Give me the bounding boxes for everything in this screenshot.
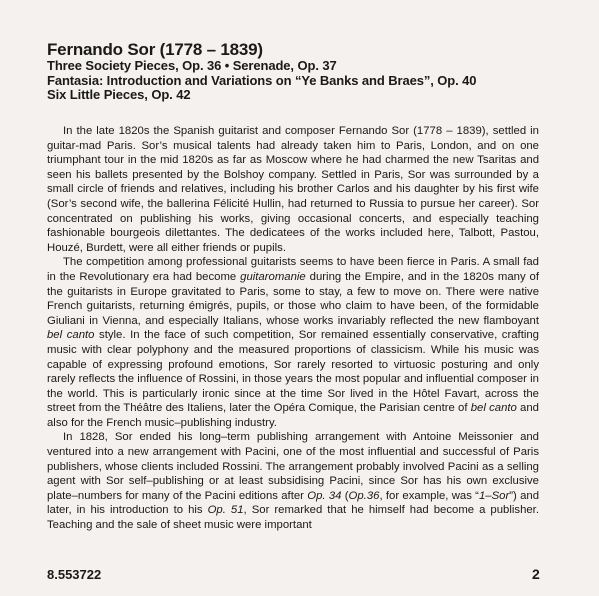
paragraph [47, 430, 539, 532]
italic-run: guitaromanie [240, 270, 306, 283]
heading-block [47, 40, 567, 103]
work-title: Fantasia: Introduction and Variations on “Ye Banks and Braes”, Op. 40 [47, 72, 477, 88]
body-text [47, 124, 539, 533]
italic-run: Op. 34 [307, 489, 342, 502]
italic-run: bel canto [47, 329, 95, 342]
italic-run: 1–Sor [478, 489, 510, 502]
text-run: In the late 1820s the Spanish guitarist and composer Fernando Sor (1778 – 1839), settled in guitar-mad Paris. Sor’s musical talents had already taken him to Paris, London, and on one triumphant tour in the mid 1820s as far as Moscow where he had charmed the new Tsaritas and seen his ballets presented by the Bolshoy company. Settled in Paris, Sor was surrounded by a small circle of friends and relatives, including his brother Carlos and his daughter by his first wife (Sor’s second wife, the ballerina Félicité Hullin, had returned to Russia to pursue her career). Sor concentrated on publishing his works, giving occasional concerts, and especially teaching fashionable bourgeois dilettantes. The dedicatees of the works included here, Talbott, Pastou, Houzé, Burdett, were all either friends or pupils. [47, 125, 539, 254]
page-number: 2 [532, 566, 540, 582]
text-run: ”) and later, in his introduction to his [47, 489, 540, 517]
italic-run: bel canto [470, 402, 517, 415]
composer-title: Fernando Sor (1778 – 1839) [47, 40, 263, 59]
work-title: Three Society Pieces, Op. 36 • Serenade, Op. 37 [47, 58, 337, 73]
text-run: and also for the French music–publishing industry. [47, 402, 539, 429]
text-run: In 1828, Sor ended his long–term publishing arrangement with Antoine Meissonier and ventured into a new arrangement with Pacini, one of the most influential and successful of Paris publishers, whose clients included Rossini. The arrangement probably involved Pacini as a selling agent with Sor self–publishing or at least subsidising Pacini, since Sor has his own exclusive plate–numbers for many of the Pacini editions after [47, 431, 539, 502]
italic-run: Op. 51 [207, 504, 244, 517]
paragraph [47, 124, 539, 255]
text-run: , Sor remarked that he himself had become a publisher. Teaching and the sale of sheet music were important [47, 504, 539, 532]
text-run: ( [341, 489, 349, 502]
italic-run: Op.36 [348, 489, 380, 502]
paragraph [47, 255, 539, 430]
text-run: , for example, was “ [379, 489, 479, 502]
text-run: The competition among professional guitarists seems to have been fierce in Paris. A small fad in the Revolutionary era had become [47, 256, 539, 283]
text-run: during the Empire, and in the 1820s many of the guitarists in Europe gravitated to Paris, some to stay, a few to move on. There were native French guitarists, returning émigrés, pupils, or those who claim to have been, of the formidable Giuliani in Vienna, and especially Italians, whose works invariably reflected the new flamboyant [47, 270, 539, 327]
catalogue-number: 8.553722 [47, 567, 102, 582]
work-title: Six Little Pieces, Op. 42 [47, 87, 191, 102]
text-run: style. In the face of such competition, Sor remained essentially conservative, crafting music with clear polyphony and the measured proportions of classicism. While his music was capable of expressing profound emotions, Sor rarely resorted to virtuosic posturing and only rarely reflects the influence of Rossini, in those years the most popular and influential composer in the world. This is particularly ironic since at the time Sor lived in the Hôtel Favart, across the street from the Théâtre des Italiens, later the Opéra Comique, the Parisian centre of [47, 329, 539, 415]
